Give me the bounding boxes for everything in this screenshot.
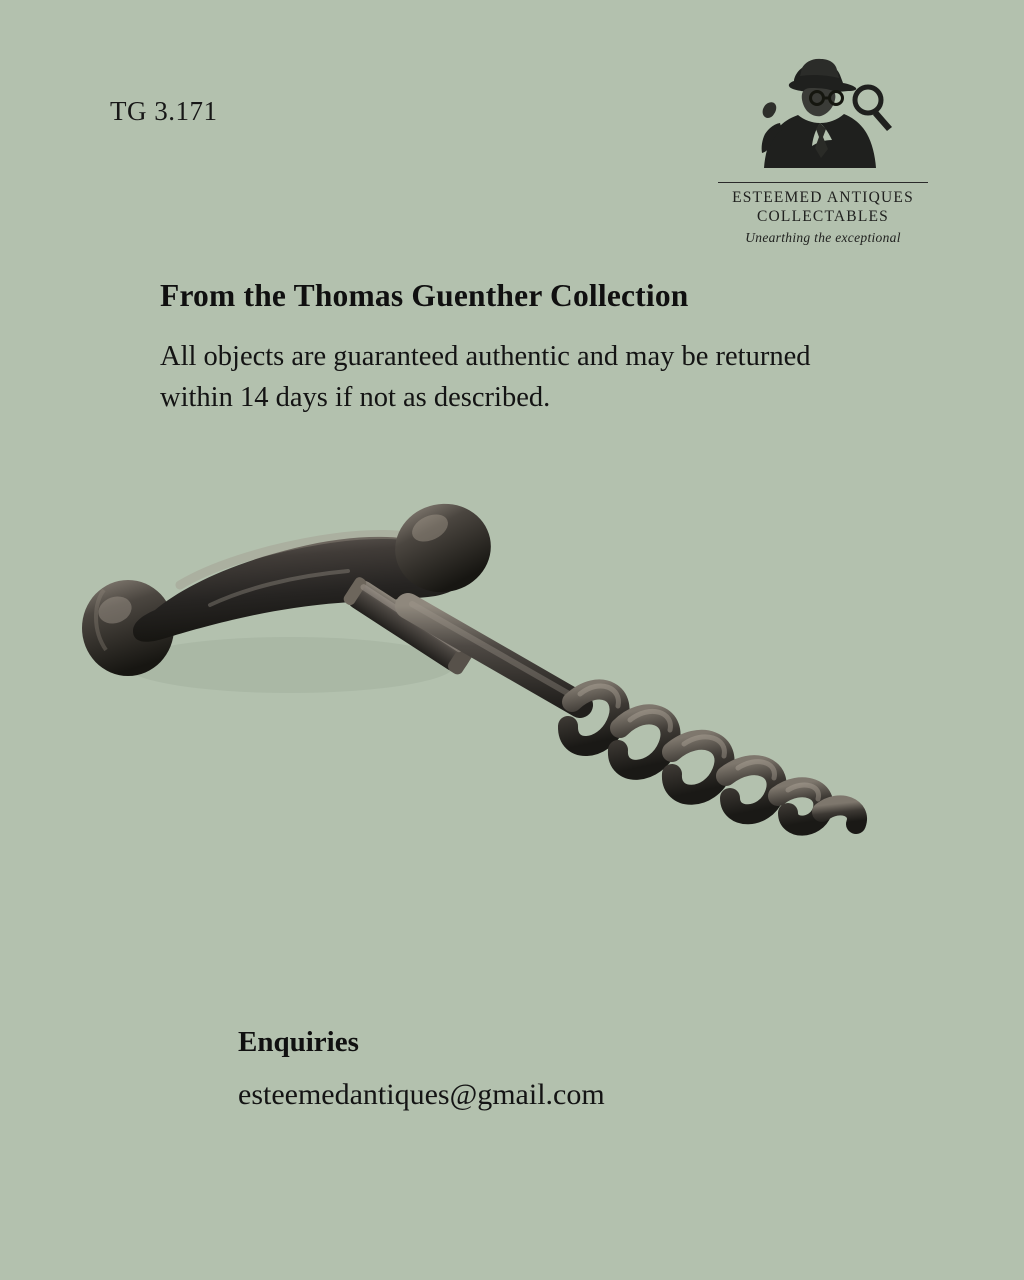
catalog-number: TG 3.171 (110, 96, 218, 126)
logo-divider (718, 182, 928, 183)
brand-name-line-1: ESTEEMED ANTIQUES (732, 189, 914, 206)
brand-name (718, 188, 928, 227)
brand-name-line-2: COLLECTABLES (757, 208, 889, 226)
guarantee-text: All objects are guaranteed authentic and may be returned within 14 days if not as described. (160, 341, 811, 414)
antique-corkscrew-photo (60, 480, 980, 840)
enquiries-email[interactable]: esteemedantiques@gmail.com (238, 1078, 605, 1111)
enquiries-label: Enquiries (238, 1026, 359, 1058)
detective-in-hat-and-coat-icon (718, 55, 928, 180)
brand-logo (718, 55, 928, 246)
collection-title: From the Thomas Guenther Collection (160, 278, 689, 313)
brand-tagline: Unearthing the exceptional (745, 229, 901, 245)
